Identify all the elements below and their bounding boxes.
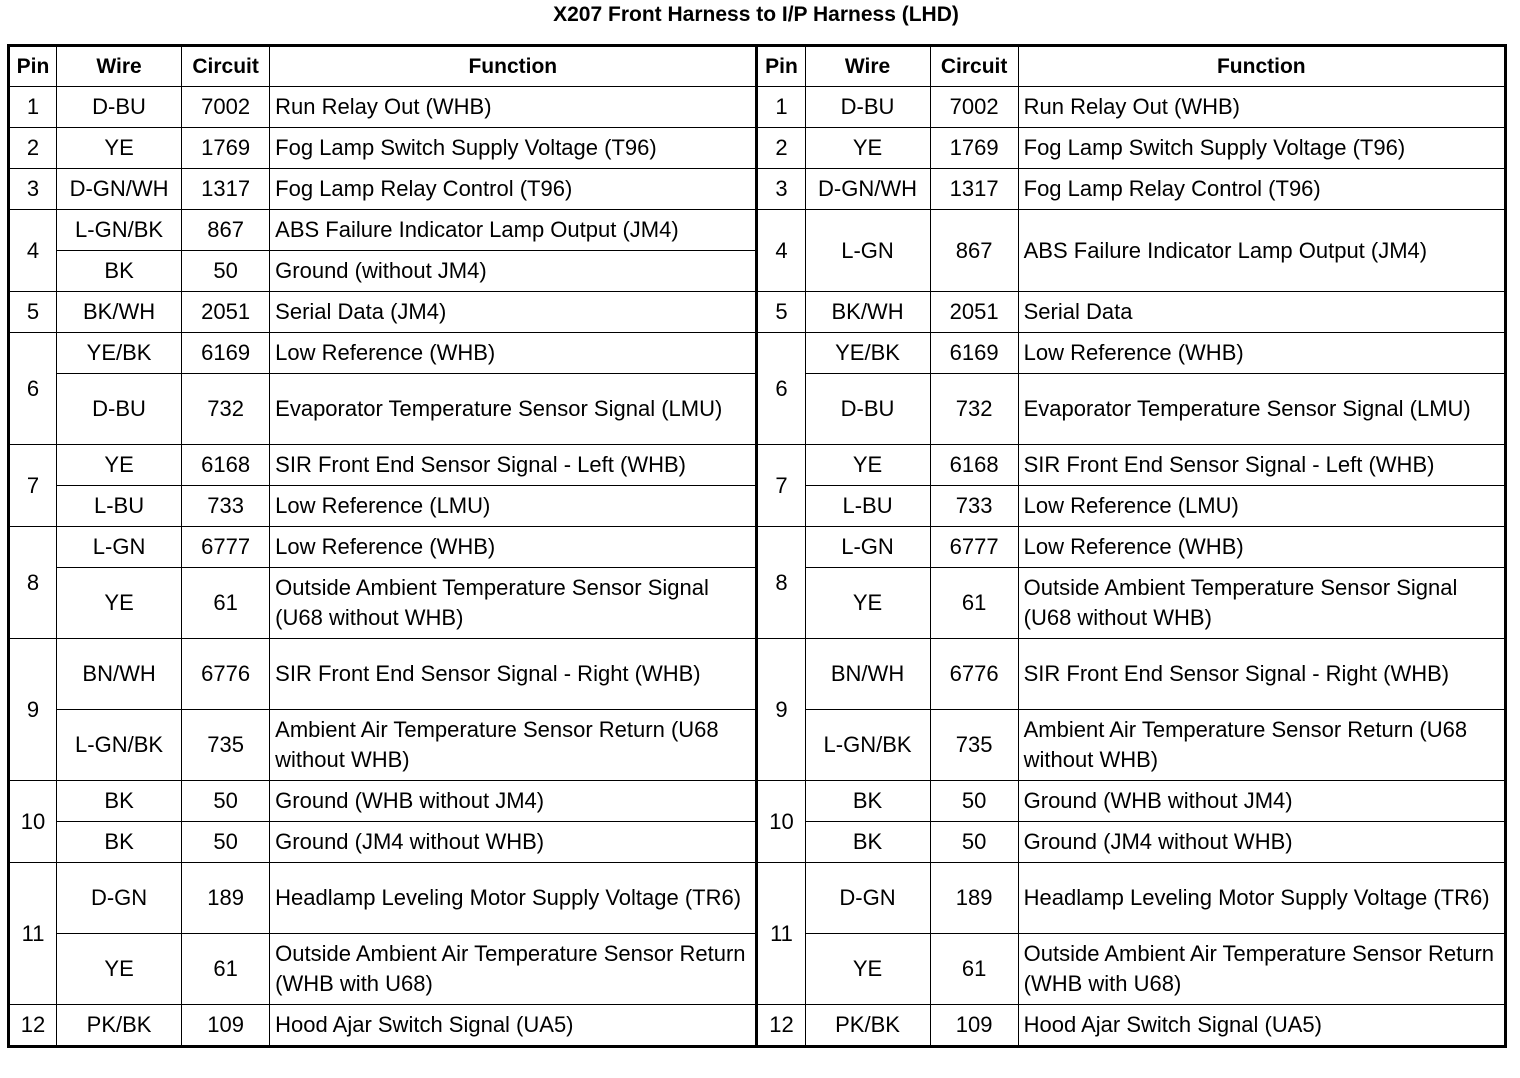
circuit-cell: 50 xyxy=(182,781,270,822)
function-cell: Fog Lamp Switch Supply Voltage (T96) xyxy=(1018,128,1505,169)
wire-cell: YE/BK xyxy=(805,333,930,374)
wire-cell: D-BU xyxy=(57,374,182,445)
wire-cell: L-GN/BK xyxy=(57,210,182,251)
pin-cell: 11 xyxy=(9,863,57,1005)
circuit-cell: 1769 xyxy=(930,128,1018,169)
function-cell: Hood Ajar Switch Signal (UA5) xyxy=(1018,1005,1505,1047)
wire-cell: YE xyxy=(805,934,930,1005)
table-row xyxy=(9,639,1506,710)
wire-cell: L-GN/BK xyxy=(805,710,930,781)
wire-cell: YE xyxy=(57,128,182,169)
function-cell: Ground (WHB without JM4) xyxy=(1018,781,1505,822)
wire-cell: BK xyxy=(57,251,182,292)
table-row xyxy=(9,210,1506,251)
header-wire: Wire xyxy=(57,46,182,87)
pin-cell: 7 xyxy=(757,445,805,527)
pin-cell: 2 xyxy=(757,128,805,169)
wire-cell: L-BU xyxy=(57,486,182,527)
function-cell: Serial Data (JM4) xyxy=(270,292,757,333)
pin-cell: 11 xyxy=(757,863,805,1005)
header-circuit: Circuit xyxy=(930,46,1018,87)
wire-cell: L-GN xyxy=(57,527,182,568)
function-cell: Ground (WHB without JM4) xyxy=(270,781,757,822)
function-cell: SIR Front End Sensor Signal - Left (WHB) xyxy=(270,445,757,486)
circuit-cell: 6777 xyxy=(930,527,1018,568)
wire-cell: YE xyxy=(57,934,182,1005)
function-cell: Ground (JM4 without WHB) xyxy=(270,822,757,863)
circuit-cell: 50 xyxy=(930,781,1018,822)
circuit-cell: 61 xyxy=(930,934,1018,1005)
function-cell: Low Reference (LMU) xyxy=(1018,486,1505,527)
circuit-cell: 6168 xyxy=(182,445,270,486)
pin-cell: 5 xyxy=(9,292,57,333)
pin-cell: 3 xyxy=(9,169,57,210)
wire-cell: BN/WH xyxy=(805,639,930,710)
pin-cell: 1 xyxy=(9,87,57,128)
pin-cell: 1 xyxy=(757,87,805,128)
wire-cell: D-GN/WH xyxy=(57,169,182,210)
function-cell: Outside Ambient Air Temperature Sensor Return (WHB with U68) xyxy=(270,934,757,1005)
wire-cell: D-BU xyxy=(805,87,930,128)
pin-cell: 2 xyxy=(9,128,57,169)
function-cell: Low Reference (WHB) xyxy=(270,527,757,568)
circuit-cell: 732 xyxy=(930,374,1018,445)
circuit-cell: 6776 xyxy=(930,639,1018,710)
wire-cell: BK xyxy=(57,822,182,863)
function-cell: ABS Failure Indicator Lamp Output (JM4) xyxy=(1018,210,1505,292)
pin-cell: 8 xyxy=(9,527,57,639)
function-cell: ABS Failure Indicator Lamp Output (JM4) xyxy=(270,210,757,251)
circuit-cell: 732 xyxy=(182,374,270,445)
circuit-cell: 2051 xyxy=(930,292,1018,333)
pin-cell: 4 xyxy=(9,210,57,292)
pin-cell: 10 xyxy=(9,781,57,863)
header-pin: Pin xyxy=(757,46,805,87)
wire-cell: D-GN xyxy=(805,863,930,934)
wire-cell: D-BU xyxy=(57,87,182,128)
circuit-cell: 61 xyxy=(182,568,270,639)
function-cell: SIR Front End Sensor Signal - Right (WHB) xyxy=(1018,639,1505,710)
header-function: Function xyxy=(1018,46,1505,87)
circuit-cell: 6169 xyxy=(182,333,270,374)
pin-cell: 8 xyxy=(757,527,805,639)
circuit-cell: 50 xyxy=(182,251,270,292)
wire-cell: D-BU xyxy=(805,374,930,445)
circuit-cell: 189 xyxy=(182,863,270,934)
circuit-cell: 61 xyxy=(930,568,1018,639)
function-cell: Fog Lamp Switch Supply Voltage (T96) xyxy=(270,128,757,169)
wire-cell: YE xyxy=(805,128,930,169)
table-row xyxy=(9,863,1506,934)
table-row xyxy=(9,527,1506,568)
function-cell: Ground (without JM4) xyxy=(270,251,757,292)
circuit-cell: 7002 xyxy=(930,87,1018,128)
pin-cell: 12 xyxy=(9,1005,57,1047)
table-row xyxy=(9,333,1506,374)
circuit-cell: 1317 xyxy=(182,169,270,210)
circuit-cell: 6777 xyxy=(182,527,270,568)
pin-cell: 10 xyxy=(757,781,805,863)
circuit-cell: 735 xyxy=(182,710,270,781)
function-cell: Ambient Air Temperature Sensor Return (U68 without WHB) xyxy=(270,710,757,781)
function-cell: Ambient Air Temperature Sensor Return (U68 without WHB) xyxy=(1018,710,1505,781)
circuit-cell: 50 xyxy=(930,822,1018,863)
circuit-cell: 109 xyxy=(930,1005,1018,1047)
circuit-cell: 1317 xyxy=(930,169,1018,210)
circuit-cell: 7002 xyxy=(182,87,270,128)
circuit-cell: 6776 xyxy=(182,639,270,710)
circuit-cell: 733 xyxy=(182,486,270,527)
wire-cell: L-GN xyxy=(805,210,930,292)
pin-cell: 9 xyxy=(9,639,57,781)
header-row xyxy=(9,46,1506,87)
table-row xyxy=(9,445,1506,486)
circuit-cell: 6168 xyxy=(930,445,1018,486)
table-row xyxy=(9,1005,1506,1047)
function-cell: Outside Ambient Temperature Sensor Signal (U68 without WHB) xyxy=(270,568,757,639)
circuit-cell: 109 xyxy=(182,1005,270,1047)
function-cell: Fog Lamp Relay Control (T96) xyxy=(270,169,757,210)
function-cell: Headlamp Leveling Motor Supply Voltage (TR6) xyxy=(270,863,757,934)
function-cell: Run Relay Out (WHB) xyxy=(1018,87,1505,128)
pin-cell: 5 xyxy=(757,292,805,333)
wire-cell: L-GN xyxy=(805,527,930,568)
wire-cell: YE xyxy=(57,568,182,639)
table-row xyxy=(9,169,1506,210)
function-cell: Low Reference (WHB) xyxy=(1018,333,1505,374)
wire-cell: YE xyxy=(805,445,930,486)
function-cell: SIR Front End Sensor Signal - Right (WHB) xyxy=(270,639,757,710)
header-wire: Wire xyxy=(805,46,930,87)
pin-cell: 6 xyxy=(9,333,57,445)
wire-cell: BK/WH xyxy=(805,292,930,333)
wire-cell: D-GN xyxy=(57,863,182,934)
wire-cell: YE/BK xyxy=(57,333,182,374)
circuit-cell: 867 xyxy=(182,210,270,251)
function-cell: Outside Ambient Air Temperature Sensor Return (WHB with U68) xyxy=(1018,934,1505,1005)
wire-cell: BK xyxy=(805,781,930,822)
wire-cell: BN/WH xyxy=(57,639,182,710)
pin-cell: 4 xyxy=(757,210,805,292)
pin-cell: 6 xyxy=(757,333,805,445)
table-row xyxy=(9,781,1506,822)
wire-cell: L-BU xyxy=(805,486,930,527)
circuit-cell: 2051 xyxy=(182,292,270,333)
function-cell: Low Reference (LMU) xyxy=(270,486,757,527)
wire-cell: D-GN/WH xyxy=(805,169,930,210)
circuit-cell: 733 xyxy=(930,486,1018,527)
pin-cell: 9 xyxy=(757,639,805,781)
wire-cell: YE xyxy=(57,445,182,486)
function-cell: Headlamp Leveling Motor Supply Voltage (TR6) xyxy=(1018,863,1505,934)
header-pin: Pin xyxy=(9,46,57,87)
table-row xyxy=(9,128,1506,169)
circuit-cell: 867 xyxy=(930,210,1018,292)
function-cell: Ground (JM4 without WHB) xyxy=(1018,822,1505,863)
function-cell: Fog Lamp Relay Control (T96) xyxy=(1018,169,1505,210)
function-cell: Low Reference (WHB) xyxy=(270,333,757,374)
pin-cell: 7 xyxy=(9,445,57,527)
table-row xyxy=(9,292,1506,333)
page-title: X207 Front Harness to I/P Harness (LHD) xyxy=(553,3,959,26)
circuit-cell: 50 xyxy=(182,822,270,863)
wire-cell: BK/WH xyxy=(57,292,182,333)
function-cell: Run Relay Out (WHB) xyxy=(270,87,757,128)
circuit-cell: 6169 xyxy=(930,333,1018,374)
wire-cell: PK/BK xyxy=(805,1005,930,1047)
function-cell: Evaporator Temperature Sensor Signal (LMU) xyxy=(270,374,757,445)
function-cell: Outside Ambient Temperature Sensor Signal (U68 without WHB) xyxy=(1018,568,1505,639)
header-function: Function xyxy=(270,46,757,87)
function-cell: Evaporator Temperature Sensor Signal (LMU) xyxy=(1018,374,1505,445)
connector-pinout-table xyxy=(7,44,1507,1048)
wire-cell: PK/BK xyxy=(57,1005,182,1047)
function-cell: Hood Ajar Switch Signal (UA5) xyxy=(270,1005,757,1047)
circuit-cell: 735 xyxy=(930,710,1018,781)
wire-cell: BK xyxy=(805,822,930,863)
wire-cell: BK xyxy=(57,781,182,822)
pin-cell: 12 xyxy=(757,1005,805,1047)
function-cell: Low Reference (WHB) xyxy=(1018,527,1505,568)
circuit-cell: 189 xyxy=(930,863,1018,934)
circuit-cell: 61 xyxy=(182,934,270,1005)
header-circuit: Circuit xyxy=(182,46,270,87)
function-cell: SIR Front End Sensor Signal - Left (WHB) xyxy=(1018,445,1505,486)
wire-cell: L-GN/BK xyxy=(57,710,182,781)
table-row xyxy=(9,87,1506,128)
pin-cell: 3 xyxy=(757,169,805,210)
circuit-cell: 1769 xyxy=(182,128,270,169)
function-cell: Serial Data xyxy=(1018,292,1505,333)
wire-cell: YE xyxy=(805,568,930,639)
